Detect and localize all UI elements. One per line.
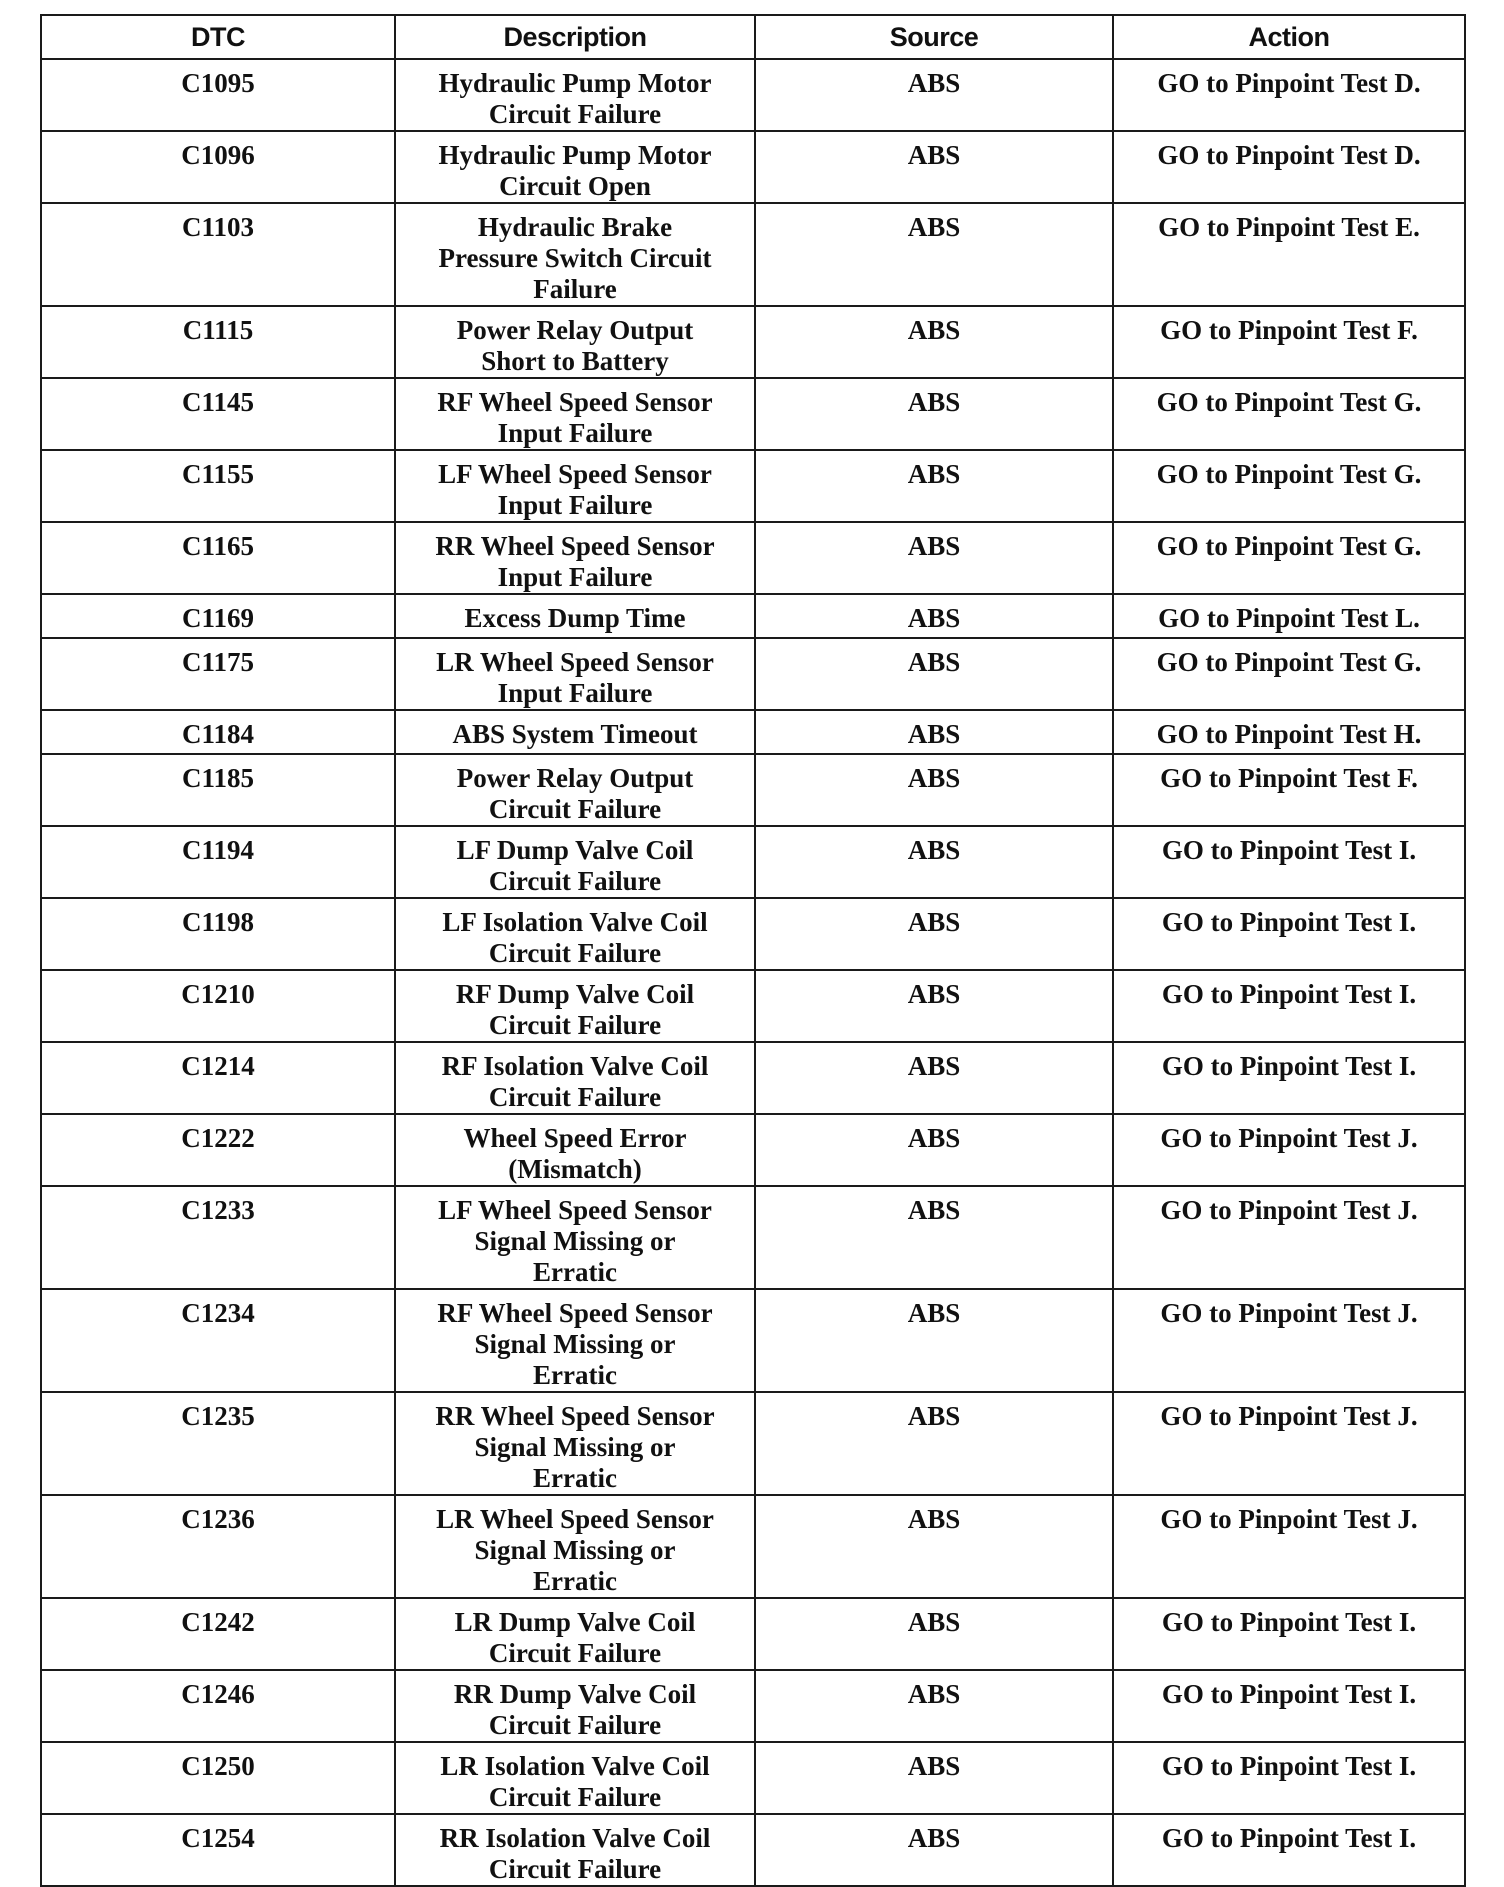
cell-dtc: C1242	[41, 1598, 395, 1670]
table-row	[41, 898, 1465, 970]
cell-action: GO to Pinpoint Test G.	[1113, 638, 1465, 710]
header-dtc: DTC	[41, 15, 395, 59]
cell-dtc: C1115	[41, 306, 395, 378]
cell-description	[395, 1670, 755, 1742]
description-text: LF Wheel Speed Sensor Input Failure	[438, 459, 712, 520]
cell-description	[395, 306, 755, 378]
cell-source: ABS	[755, 1814, 1113, 1886]
cell-description	[395, 1042, 755, 1114]
cell-dtc: C1246	[41, 1670, 395, 1742]
table-row	[41, 710, 1465, 754]
table-header	[41, 15, 1465, 59]
cell-description	[395, 59, 755, 131]
cell-description	[395, 378, 755, 450]
cell-action: GO to Pinpoint Test J.	[1113, 1392, 1465, 1495]
table-row	[41, 1598, 1465, 1670]
cell-action: GO to Pinpoint Test L.	[1113, 594, 1465, 638]
header-source: Source	[755, 15, 1113, 59]
description-text: LF Isolation Valve Coil Circuit Failure	[442, 907, 708, 968]
cell-description	[395, 638, 755, 710]
cell-description	[395, 710, 755, 754]
cell-dtc: C1145	[41, 378, 395, 450]
cell-dtc: C1250	[41, 1742, 395, 1814]
cell-source: ABS	[755, 638, 1113, 710]
cell-dtc: C1234	[41, 1289, 395, 1392]
description-text: Hydraulic Pump Motor Circuit Failure	[438, 68, 712, 129]
table-row	[41, 522, 1465, 594]
cell-action: GO to Pinpoint Test J.	[1113, 1495, 1465, 1598]
table-row	[41, 754, 1465, 826]
cell-dtc: C1169	[41, 594, 395, 638]
cell-action: GO to Pinpoint Test G.	[1113, 522, 1465, 594]
description-text: Excess Dump Time	[464, 603, 686, 633]
description-text: Hydraulic Pump Motor Circuit Open	[438, 140, 712, 201]
cell-action: GO to Pinpoint Test I.	[1113, 970, 1465, 1042]
cell-action: GO to Pinpoint Test J.	[1113, 1289, 1465, 1392]
table-row	[41, 131, 1465, 203]
cell-source: ABS	[755, 1392, 1113, 1495]
cell-action: GO to Pinpoint Test I.	[1113, 1742, 1465, 1814]
description-text: RR Wheel Speed Sensor Input Failure	[435, 531, 715, 592]
table-row	[41, 1670, 1465, 1742]
cell-source: ABS	[755, 710, 1113, 754]
cell-action: GO to Pinpoint Test I.	[1113, 898, 1465, 970]
description-text: RR Isolation Valve Coil Circuit Failure	[439, 1823, 711, 1884]
cell-source: ABS	[755, 594, 1113, 638]
description-text: ABS System Timeout	[452, 719, 698, 749]
cell-action: GO to Pinpoint Test J.	[1113, 1186, 1465, 1289]
cell-description	[395, 1495, 755, 1598]
cell-source: ABS	[755, 378, 1113, 450]
cell-action: GO to Pinpoint Test G.	[1113, 450, 1465, 522]
cell-action: GO to Pinpoint Test G.	[1113, 378, 1465, 450]
description-text: Wheel Speed Error (Mismatch)	[463, 1123, 687, 1184]
header-description: Description	[395, 15, 755, 59]
cell-description	[395, 1114, 755, 1186]
cell-description	[395, 970, 755, 1042]
table-row	[41, 378, 1465, 450]
cell-action: GO to Pinpoint Test I.	[1113, 1670, 1465, 1742]
description-text: Hydraulic Brake Pressure Switch Circuit Failure	[438, 212, 712, 304]
cell-dtc: C1165	[41, 522, 395, 594]
cell-description	[395, 1289, 755, 1392]
table-row	[41, 1186, 1465, 1289]
table-row	[41, 1495, 1465, 1598]
cell-dtc: C1194	[41, 826, 395, 898]
cell-action: GO to Pinpoint Test F.	[1113, 754, 1465, 826]
cell-source: ABS	[755, 1670, 1113, 1742]
table-row	[41, 306, 1465, 378]
cell-description	[395, 203, 755, 306]
table-row	[41, 1042, 1465, 1114]
cell-source: ABS	[755, 522, 1113, 594]
cell-dtc: C1095	[41, 59, 395, 131]
table-row	[41, 59, 1465, 131]
cell-source: ABS	[755, 131, 1113, 203]
description-text: RF Dump Valve Coil Circuit Failure	[455, 979, 695, 1040]
description-text: LR Dump Valve Coil Circuit Failure	[454, 1607, 696, 1668]
cell-source: ABS	[755, 1289, 1113, 1392]
cell-source: ABS	[755, 754, 1113, 826]
cell-action: GO to Pinpoint Test H.	[1113, 710, 1465, 754]
table-row	[41, 970, 1465, 1042]
cell-action: GO to Pinpoint Test D.	[1113, 131, 1465, 203]
description-text: LR Wheel Speed Sensor Input Failure	[436, 647, 714, 708]
cell-dtc: C1103	[41, 203, 395, 306]
cell-source: ABS	[755, 59, 1113, 131]
cell-source: ABS	[755, 1742, 1113, 1814]
description-text: LR Wheel Speed Sensor Signal Missing or Erratic	[436, 1504, 714, 1596]
cell-source: ABS	[755, 1186, 1113, 1289]
cell-dtc: C1222	[41, 1114, 395, 1186]
cell-action: GO to Pinpoint Test D.	[1113, 59, 1465, 131]
cell-action: GO to Pinpoint Test F.	[1113, 306, 1465, 378]
cell-dtc: C1236	[41, 1495, 395, 1598]
cell-description	[395, 754, 755, 826]
cell-description	[395, 1598, 755, 1670]
cell-source: ABS	[755, 306, 1113, 378]
description-text: RR Wheel Speed Sensor Signal Missing or Erratic	[435, 1401, 715, 1493]
cell-source: ABS	[755, 203, 1113, 306]
description-text: LF Wheel Speed Sensor Signal Missing or Erratic	[438, 1195, 712, 1287]
cell-source: ABS	[755, 1598, 1113, 1670]
table-row	[41, 826, 1465, 898]
cell-source: ABS	[755, 1495, 1113, 1598]
cell-description	[395, 522, 755, 594]
cell-action: GO to Pinpoint Test I.	[1113, 1598, 1465, 1670]
cell-description	[395, 1742, 755, 1814]
description-text: LF Dump Valve Coil Circuit Failure	[456, 835, 694, 896]
cell-action: GO to Pinpoint Test I.	[1113, 1042, 1465, 1114]
table-row	[41, 1742, 1465, 1814]
cell-description	[395, 1186, 755, 1289]
dtc-table	[40, 14, 1466, 1887]
table-row	[41, 1392, 1465, 1495]
cell-source: ABS	[755, 1114, 1113, 1186]
cell-action: GO to Pinpoint Test I.	[1113, 826, 1465, 898]
description-text: RF Wheel Speed Sensor Signal Missing or Erratic	[437, 1298, 713, 1390]
description-text: RF Wheel Speed Sensor Input Failure	[437, 387, 713, 448]
description-text: Power Relay Output Short to Battery	[456, 315, 694, 376]
cell-dtc: C1155	[41, 450, 395, 522]
cell-description	[395, 826, 755, 898]
cell-source: ABS	[755, 1042, 1113, 1114]
cell-description	[395, 1392, 755, 1495]
cell-dtc: C1235	[41, 1392, 395, 1495]
table-body	[41, 59, 1465, 1886]
description-text: LR Isolation Valve Coil Circuit Failure	[440, 1751, 710, 1812]
cell-description	[395, 594, 755, 638]
cell-description	[395, 131, 755, 203]
cell-dtc: C1214	[41, 1042, 395, 1114]
cell-dtc: C1175	[41, 638, 395, 710]
cell-dtc: C1233	[41, 1186, 395, 1289]
description-text: Power Relay Output Circuit Failure	[456, 763, 694, 824]
table-row	[41, 203, 1465, 306]
cell-description	[395, 898, 755, 970]
table-row	[41, 1114, 1465, 1186]
table-row	[41, 638, 1465, 710]
cell-action: GO to Pinpoint Test I.	[1113, 1814, 1465, 1886]
description-text: RR Dump Valve Coil Circuit Failure	[453, 1679, 697, 1740]
cell-source: ABS	[755, 450, 1113, 522]
cell-description	[395, 1814, 755, 1886]
description-text: RF Isolation Valve Coil Circuit Failure	[441, 1051, 709, 1112]
cell-dtc: C1198	[41, 898, 395, 970]
cell-action: GO to Pinpoint Test E.	[1113, 203, 1465, 306]
header-action: Action	[1113, 15, 1465, 59]
table-row	[41, 1814, 1465, 1886]
header-row	[41, 15, 1465, 59]
cell-source: ABS	[755, 970, 1113, 1042]
table-row	[41, 450, 1465, 522]
cell-dtc: C1096	[41, 131, 395, 203]
cell-dtc: C1185	[41, 754, 395, 826]
table-row	[41, 594, 1465, 638]
cell-source: ABS	[755, 826, 1113, 898]
cell-source: ABS	[755, 898, 1113, 970]
table-row	[41, 1289, 1465, 1392]
cell-dtc: C1254	[41, 1814, 395, 1886]
cell-dtc: C1210	[41, 970, 395, 1042]
cell-action: GO to Pinpoint Test J.	[1113, 1114, 1465, 1186]
cell-description	[395, 450, 755, 522]
cell-dtc: C1184	[41, 710, 395, 754]
